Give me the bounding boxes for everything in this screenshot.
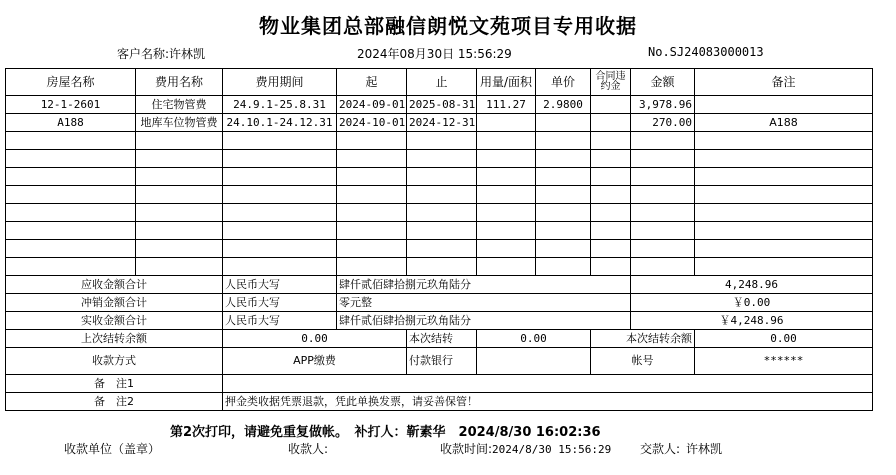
table-cell — [407, 186, 477, 204]
table-cell — [477, 132, 536, 150]
last-balance-value: 0.00 — [223, 330, 407, 348]
customer-label: 客户名称: — [117, 47, 170, 61]
table-cell — [631, 132, 695, 150]
reprint-notice: 第2次打印，请避免重复做帐。 补打人：靳素华 2024/8/30 16:02:36 — [170, 425, 601, 440]
table-cell — [6, 258, 136, 276]
customer-info — [117, 45, 205, 62]
account-label: 帐号 — [591, 348, 695, 375]
table-cell — [477, 114, 536, 132]
this-balance-value: 0.00 — [695, 330, 873, 348]
table-cell — [223, 204, 337, 222]
column-header: 单价 — [536, 69, 591, 96]
table-cell — [407, 240, 477, 258]
column-header: 房屋名称 — [6, 69, 136, 96]
table-row — [6, 114, 873, 132]
remark1-label: 备 注1 — [6, 375, 223, 393]
total-label: 冲销金额合计 — [6, 294, 223, 312]
table-row — [6, 258, 873, 276]
column-header: 备注 — [695, 69, 873, 96]
amount-in-words: 肆仟贰佰肆拾捌元玖角陆分 — [337, 312, 631, 330]
table-cell — [407, 204, 477, 222]
table-cell — [536, 150, 591, 168]
column-header: 金额 — [631, 69, 695, 96]
this-carry-value: 0.00 — [477, 330, 591, 348]
remark2-row — [6, 393, 873, 411]
total-amount: ￥4,248.96 — [631, 312, 873, 330]
table-cell — [6, 186, 136, 204]
rmb-label: 人民币大写 — [223, 276, 337, 294]
table-cell — [337, 186, 407, 204]
table-row — [6, 204, 873, 222]
table-cell — [591, 96, 631, 114]
table-row — [6, 240, 873, 258]
table-cell — [591, 204, 631, 222]
rmb-label: 人民币大写 — [223, 312, 337, 330]
table-cell — [477, 258, 536, 276]
table-cell: 24.10.1-24.12.31 — [223, 114, 337, 132]
table-cell — [337, 240, 407, 258]
table-cell — [536, 132, 591, 150]
payer-value: 许林凯 — [686, 442, 723, 456]
account-value: ****** — [695, 348, 873, 375]
collection-time-label: 收款时间: — [440, 442, 493, 456]
table-cell — [477, 204, 536, 222]
table-cell — [407, 150, 477, 168]
payment-row — [6, 348, 873, 375]
table-cell — [591, 132, 631, 150]
table-cell — [695, 222, 873, 240]
total-label: 应收金额合计 — [6, 276, 223, 294]
table-cell — [337, 258, 407, 276]
table-cell — [536, 258, 591, 276]
bank-label: 付款银行 — [407, 348, 477, 375]
total-amount: ￥0.00 — [631, 294, 873, 312]
column-header: 止 — [407, 69, 477, 96]
table-cell — [6, 132, 136, 150]
total-amount: 4,248.96 — [631, 276, 873, 294]
table-cell — [337, 168, 407, 186]
last-balance-label: 上次结转余额 — [6, 330, 223, 348]
amount-in-words: 零元整 — [337, 294, 631, 312]
table-cell — [477, 222, 536, 240]
receipt-title: 物业集团总部融信朗悦文苑项目专用收据 — [259, 14, 637, 38]
table-cell — [136, 150, 223, 168]
table-cell — [695, 168, 873, 186]
table-row — [6, 96, 873, 114]
table-cell — [695, 186, 873, 204]
table-cell — [407, 222, 477, 240]
table-cell — [136, 168, 223, 186]
column-header: 费用名称 — [136, 69, 223, 96]
table-cell: 270.00 — [631, 114, 695, 132]
table-cell — [536, 186, 591, 204]
table-cell: 3,978.96 — [631, 96, 695, 114]
table-cell — [136, 222, 223, 240]
table-cell — [477, 186, 536, 204]
table-cell — [695, 240, 873, 258]
table-cell: 12-1-2601 — [6, 96, 136, 114]
receipt-number: No.SJ24083000013 — [648, 45, 764, 59]
remark2-label: 备 注2 — [6, 393, 223, 411]
rmb-label: 人民币大写 — [223, 294, 337, 312]
payee-label: 收款人: — [288, 442, 329, 456]
remark2-value: 押金类收据凭票退款，凭此单换发票，请妥善保管！ — [223, 393, 873, 411]
table-cell — [6, 240, 136, 258]
table-cell — [631, 258, 695, 276]
bank-value — [477, 348, 591, 375]
table-cell: 2024-12-31 — [407, 114, 477, 132]
table-cell — [631, 222, 695, 240]
table-cell — [695, 132, 873, 150]
table-cell — [695, 150, 873, 168]
table-cell: 地库车位物管费 — [136, 114, 223, 132]
table-cell — [223, 222, 337, 240]
column-header: 费用期间 — [223, 69, 337, 96]
total-row-receivable — [6, 276, 873, 294]
receipt-datetime: 2024年08月30日 15:56:29 — [357, 47, 512, 61]
table-cell — [223, 132, 337, 150]
total-row-writeoff — [6, 294, 873, 312]
remark1-value — [223, 375, 873, 393]
table-cell — [6, 204, 136, 222]
table-cell — [136, 132, 223, 150]
remark1-row — [6, 375, 873, 393]
table-cell — [591, 168, 631, 186]
customer-name: 许林凯 — [169, 47, 206, 61]
collection-time-value: 2024/8/30 15:56:29 — [492, 443, 612, 456]
table-cell — [6, 168, 136, 186]
table-cell: 2024-10-01 — [337, 114, 407, 132]
table-cell — [223, 258, 337, 276]
this-balance-label: 本次结转余额 — [591, 330, 695, 348]
payee-field — [288, 440, 328, 457]
table-cell: A188 — [695, 114, 873, 132]
header-row — [6, 69, 873, 96]
table-cell — [536, 240, 591, 258]
table-cell — [136, 204, 223, 222]
amount-in-words: 肆仟贰佰肆拾捌元玖角陆分 — [337, 276, 631, 294]
payment-method-label: 收款方式 — [6, 348, 223, 375]
table-cell — [223, 186, 337, 204]
table-row — [6, 168, 873, 186]
carry-over-row — [6, 330, 873, 348]
table-cell — [695, 96, 873, 114]
payment-method-value: APP缴费 — [223, 348, 407, 375]
payer-label: 交款人: — [640, 442, 681, 456]
table-row — [6, 150, 873, 168]
table-cell — [536, 204, 591, 222]
collection-time-field — [440, 440, 611, 457]
table-row — [6, 186, 873, 204]
table-cell — [6, 150, 136, 168]
table-cell — [631, 168, 695, 186]
table-cell: 2024-09-01 — [337, 96, 407, 114]
table-cell — [536, 168, 591, 186]
table-cell: 住宅物管费 — [136, 96, 223, 114]
table-cell — [631, 240, 695, 258]
table-cell — [631, 204, 695, 222]
table-cell — [536, 114, 591, 132]
table-cell — [536, 222, 591, 240]
total-row-received — [6, 312, 873, 330]
table-cell — [337, 150, 407, 168]
table-cell — [223, 150, 337, 168]
table-cell — [6, 222, 136, 240]
table-cell — [591, 222, 631, 240]
table-cell — [223, 240, 337, 258]
table-row — [6, 132, 873, 150]
table-cell: 2025-08-31 — [407, 96, 477, 114]
table-cell: 111.27 — [477, 96, 536, 114]
table-cell — [695, 204, 873, 222]
table-cell: 24.9.1-25.8.31 — [223, 96, 337, 114]
table-cell — [591, 240, 631, 258]
this-carry-label: 本次结转 — [407, 330, 477, 348]
table-cell — [136, 186, 223, 204]
receipt-table — [5, 68, 873, 411]
table-cell — [477, 150, 536, 168]
table-cell — [591, 114, 631, 132]
table-cell — [631, 150, 695, 168]
payer-field — [640, 440, 722, 457]
table-cell — [407, 132, 477, 150]
table-cell — [591, 258, 631, 276]
table-cell — [695, 258, 873, 276]
table-cell — [136, 258, 223, 276]
table-cell: 2.9800 — [536, 96, 591, 114]
table-cell — [407, 168, 477, 186]
table-cell — [223, 168, 337, 186]
column-header: 起 — [337, 69, 407, 96]
table-cell — [591, 186, 631, 204]
table-cell — [337, 222, 407, 240]
total-label: 实收金额合计 — [6, 312, 223, 330]
collecting-unit-label: 收款单位（盖章） — [64, 442, 161, 456]
table-cell — [337, 132, 407, 150]
table-cell — [136, 240, 223, 258]
table-cell: A188 — [6, 114, 136, 132]
table-cell — [631, 186, 695, 204]
column-header: 用量/面积 — [477, 69, 536, 96]
table-row — [6, 222, 873, 240]
table-cell — [477, 168, 536, 186]
table-cell — [591, 150, 631, 168]
table-cell — [477, 240, 536, 258]
column-header: 合同违约金 — [591, 69, 631, 96]
table-cell — [407, 258, 477, 276]
table-cell — [337, 204, 407, 222]
